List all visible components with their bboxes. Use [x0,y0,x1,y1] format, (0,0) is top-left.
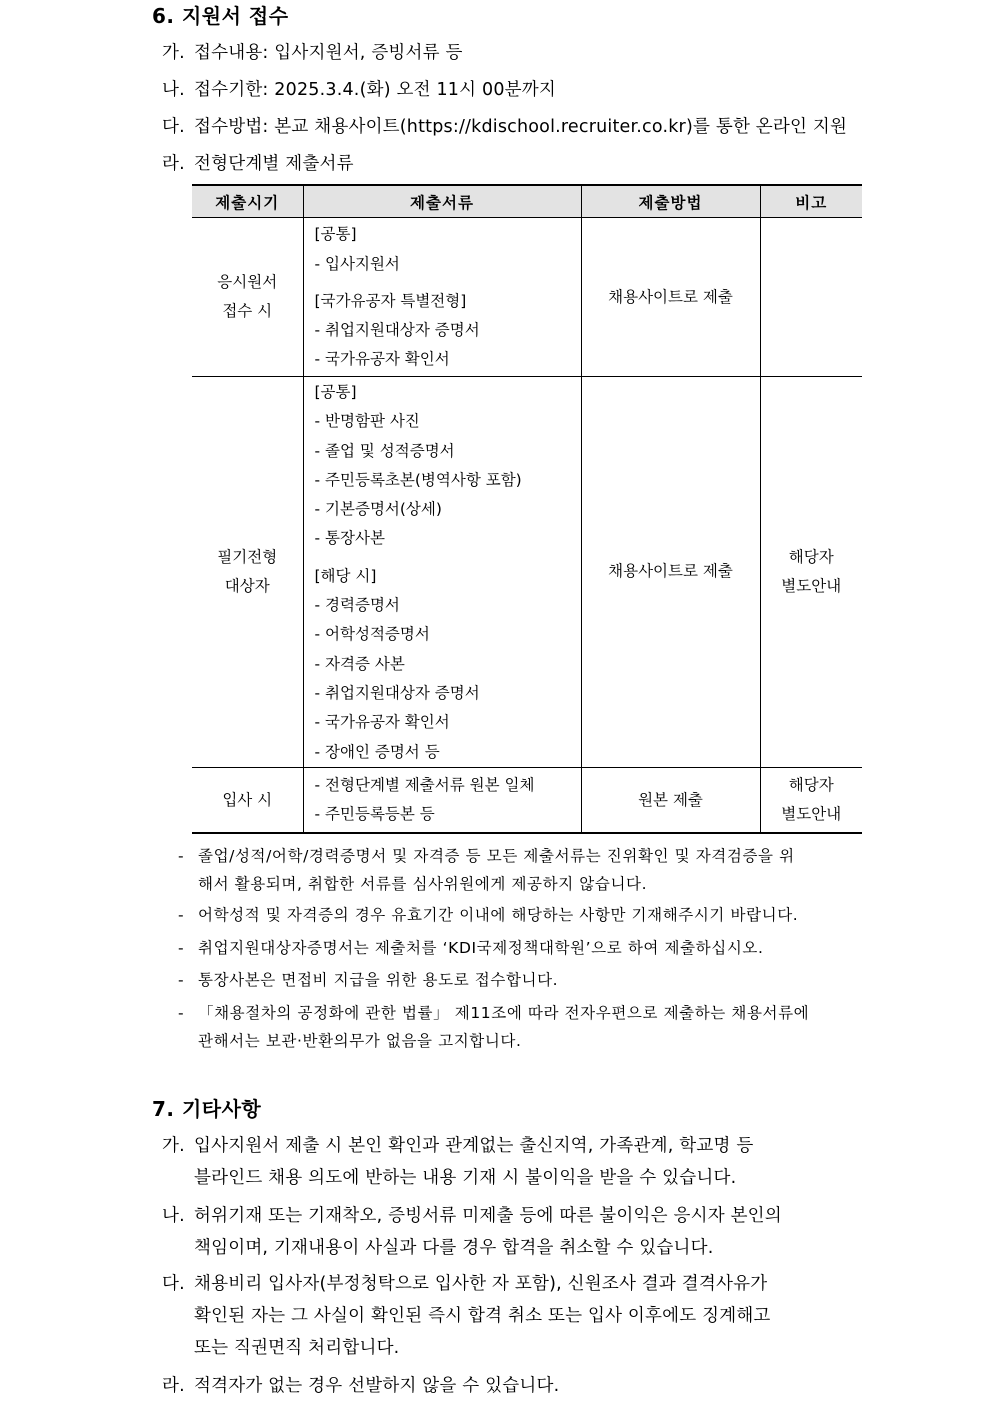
doc-group-title: [공통] [314,225,357,244]
table-note [178,936,764,958]
note-text: 통장사본은 면접비 지급을 위한 용도로 접수합니다. [198,971,559,989]
timing-line: 응시원서 [217,273,278,291]
item-continuation: 책임이며, 기재내용이 사실과 다를 경우 합격을 취소할 수 있습니다. [194,1238,714,1258]
documents-cell [303,377,581,768]
doc-line: - 전형단계별 제출서류 원본 일체 [314,775,535,794]
method-cell: 채용사이트로 제출 [581,218,760,377]
table-note-continuation: 해서 활용되며, 취합한 서류를 심사위원에게 제공하지 않습니다. [198,875,648,893]
note-line: 별도안내 [781,576,842,595]
header-method: 제출방법 [581,185,760,218]
note-cell [760,218,862,377]
documents-cell [303,218,581,377]
doc-line: - 기본증명서(상세) [314,500,442,519]
note-marker: - [178,971,185,989]
note-text: 「채용절차의 공정화에 관한 법률」 제11조에 따라 전자우편으로 제출하는 채용서류에 [198,1004,810,1022]
table-row [192,767,862,833]
section-6-heading: 6. 지원서 접수 [152,4,289,28]
doc-line: - 취업지원대상자 증명서 [314,321,480,340]
note-text: 졸업/성적/어학/경력증명서 및 자격증 등 모든 제출서류는 진위확인 및 자격검증을 위 [198,847,795,865]
documents-cell [303,767,581,833]
section-6-item [162,76,556,101]
note-marker: - [178,939,185,957]
doc-line: - 주민등록등본 등 [314,805,435,824]
header-note: 비고 [760,185,862,218]
timing-line: 입사 시 [222,790,273,809]
doc-group-title: [국가유공자 특별전형] [314,291,467,310]
doc-line: - 자격증 사본 [314,654,405,673]
doc-group-title: [해당 시] [314,566,377,585]
doc-line: - 국가유공자 확인서 [314,350,450,369]
table-note-continuation: 관해서는 보관·반환의무가 없음을 고지합니다. [198,1032,522,1050]
item-text: 접수기한: 2025.3.4.(화) 오전 11시 00분까지 [194,80,556,100]
item-text: 접수방법: 본교 채용사이트(https://kdischool.recruiter.co.kr)를 통한 온라인 지원 [194,117,848,137]
note-line: 별도안내 [781,805,842,824]
note-text: 취업지원대상자증명서는 제출처를 ‘KDI국제정책대학원’으로 하여 제출하십시오. [198,939,764,957]
doc-line: - 국가유공자 확인서 [314,713,450,732]
section-7-item [162,1132,753,1157]
section-7-item [162,1270,767,1295]
doc-line: - 졸업 및 성적증명서 [314,441,455,460]
doc-line: - 반명함판 사진 [314,412,420,431]
method-cell: 원본 제출 [581,767,760,833]
note-marker: - [178,906,185,924]
item-marker: 가. [162,1136,185,1156]
header-documents: 제출서류 [303,185,581,218]
item-text: 허위기재 또는 기재착오, 증빙서류 미제출 등에 따른 불이익은 응시자 본인의 [194,1206,782,1226]
note-cell [760,767,862,833]
timing-cell [192,767,303,833]
timing-cell [192,377,303,768]
method-cell: 채용사이트로 제출 [581,377,760,768]
doc-line: - 주민등록초본(병역사항 포함) [314,470,522,489]
timing-line: 접수 시 [222,302,273,320]
item-continuation: 또는 직권면직 처리합니다. [194,1338,400,1358]
doc-line: - 입사지원서 [314,254,400,273]
table-note [178,903,798,925]
item-continuation: 확인된 자는 그 사실이 확인된 즉시 합격 취소 또는 입사 이후에도 징계해고 [194,1306,771,1326]
doc-line: - 어학성적증명서 [314,625,430,644]
note-line: 해당자 [788,776,834,795]
table-row [192,218,862,377]
item-text: 채용비리 입사자(부정청탁으로 입사한 자 포함), 신원조사 결과 결격사유가 [194,1274,768,1294]
note-marker: - [178,1004,185,1022]
section-7-item [162,1372,559,1397]
item-marker: 다. [162,117,185,137]
note-marker: - [178,847,185,865]
note-line: 해당자 [788,547,834,566]
item-marker: 가. [162,43,185,63]
doc-line: - 장애인 증명서 등 [314,742,440,761]
table-row [192,377,862,768]
item-text: 적격자가 없는 경우 선발하지 않을 수 있습니다. [194,1376,560,1396]
section-7-item [162,1202,782,1227]
item-text: 접수내용: 입사지원서, 증빙서류 등 [194,43,463,63]
section-6-item [162,113,847,138]
item-text: 전형단계별 제출서류 [194,154,354,174]
doc-line: - 통장사본 [314,529,385,548]
item-continuation: 블라인드 채용 의도에 반하는 내용 기재 시 불이익을 받을 수 있습니다. [194,1168,737,1188]
note-text: 어학성적 및 자격증의 경우 유효기간 이내에 해당하는 사항만 기재해주시기 바랍니다. [198,906,799,924]
table-note [178,844,795,866]
item-text: 입사지원서 제출 시 본인 확인과 관계없는 출신지역, 가족관계, 학교명 등 [194,1136,754,1156]
timing-line: 필기전형 [217,547,278,566]
table-header-row [192,185,862,218]
timing-cell [192,218,303,377]
note-cell [760,377,862,768]
item-marker: 라. [162,154,185,174]
header-timing: 제출시기 [192,185,303,218]
item-marker: 나. [162,1206,185,1226]
submission-documents-table [192,184,862,834]
doc-group-title: [공통] [314,383,357,401]
table-note [178,1001,809,1023]
item-marker: 다. [162,1274,185,1294]
item-marker: 라. [162,1376,185,1396]
table-note [178,968,558,990]
section-6-item [162,39,463,64]
doc-line: - 취업지원대상자 증명서 [314,683,480,702]
timing-line: 대상자 [224,576,270,595]
doc-line: - 경력증명서 [314,596,400,615]
section-6-item [162,150,354,175]
section-7-heading: 7. 기타사항 [152,1097,262,1121]
item-marker: 나. [162,80,185,100]
